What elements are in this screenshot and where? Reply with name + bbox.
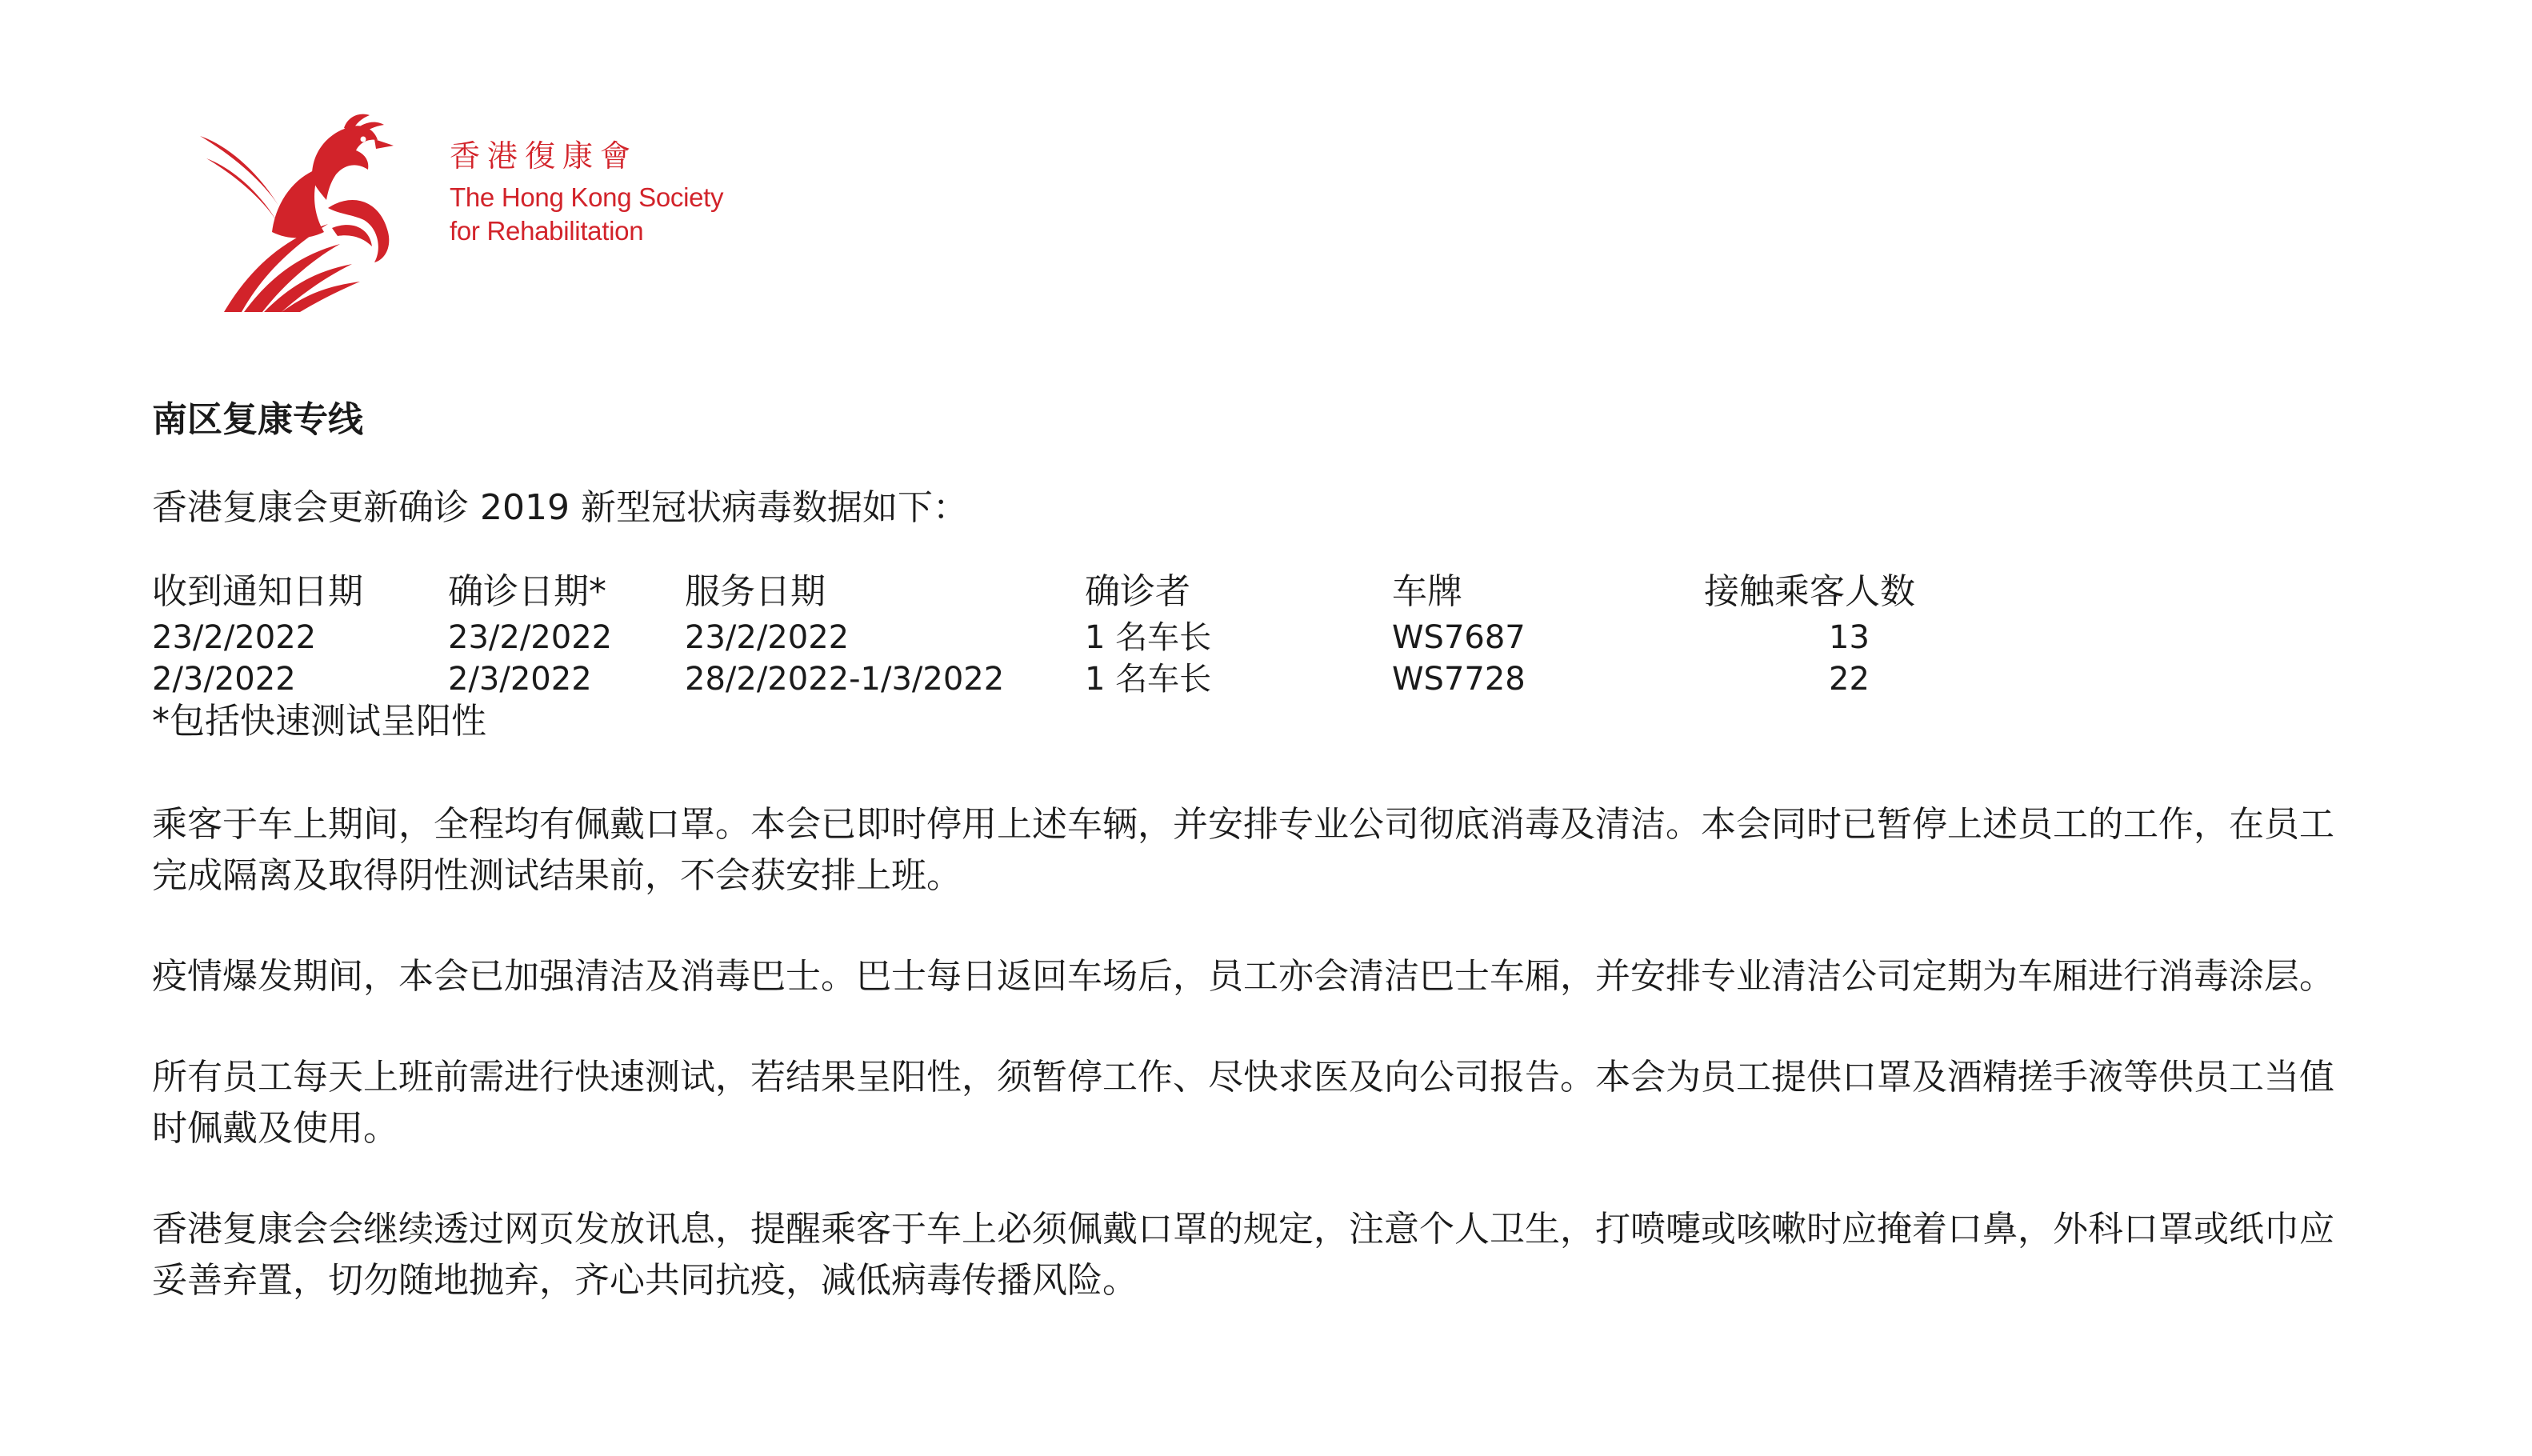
table-cell: 13 xyxy=(1829,619,1870,656)
column-header: 确诊者 xyxy=(1085,571,1190,612)
table-cell: 23/2/2022 xyxy=(448,619,613,656)
organization-name xyxy=(450,136,723,248)
paragraph: 所有员工每天上班前需进行快速测试，若结果呈阳性，须暂停工作、尽快求医及向公司报告。本会为员工提供口罩及酒精搓手液等供员工当值时佩戴及使用。 xyxy=(152,1057,2334,1149)
table-cell: 1 名车长 xyxy=(1085,661,1212,698)
table-cell: 1 名车长 xyxy=(1085,619,1212,656)
intro-text: 香港复康会更新确诊 2019 新型冠状病毒数据如下： xyxy=(152,487,968,528)
table-cell: WS7687 xyxy=(1392,619,1526,656)
paragraph: 疫情爆发期间，本会已加强清洁及消毒巴士。巴士每日返回车场后，员工亦会清洁巴士车厢，并安排专业清洁公司定期为车厢进行消毒涂层。 xyxy=(152,956,2334,997)
paragraph: 香港复康会会继续透过网页发放讯息，提醒乘客于车上必须佩戴口罩的规定，注意个人卫生，打喷嚏或咳嗽时应掩着口鼻，外科口罩或纸巾应妥善弃置，切勿随地抛弃，齐心共同抗疫，减低病毒传播风险。 xyxy=(152,1209,2334,1301)
org-name-english-line2: for Rehabilitation xyxy=(450,216,644,246)
table-cell: 22 xyxy=(1829,661,1870,698)
table-cell: 23/2/2022 xyxy=(685,619,850,656)
phoenix-logo-icon xyxy=(192,112,400,316)
table-cell: 2/3/2022 xyxy=(448,661,592,698)
column-header: 收到通知日期 xyxy=(152,571,363,612)
table-cell: 28/2/2022-1/3/2022 xyxy=(685,661,1005,698)
table-cell: 23/2/2022 xyxy=(152,619,317,656)
table-header-row xyxy=(152,567,1992,617)
table-footnote: *包括快速测试呈阳性 xyxy=(152,701,486,742)
column-header: 接触乘客人数 xyxy=(1704,571,1915,612)
column-header: 车牌 xyxy=(1392,571,1462,612)
table-row xyxy=(152,658,1992,700)
document-body xyxy=(152,396,2360,1306)
column-header: 服务日期 xyxy=(685,571,826,612)
table-row xyxy=(152,617,1992,658)
cases-table xyxy=(152,567,1992,700)
paragraph: 乘客于车上期间，全程均有佩戴口罩。本会已即时停用上述车辆，并安排专业公司彻底消毒及清洁。本会同时已暂停上述员工的工作，在员工完成隔离及取得阴性测试结果前，不会获安排上班。 xyxy=(152,804,2334,896)
org-name-chinese: 香港復康會 xyxy=(450,138,638,174)
document-title: 南区复康专线 xyxy=(152,399,363,440)
org-name-english-line1: The Hong Kong Society xyxy=(450,182,724,212)
table-cell: WS7728 xyxy=(1392,661,1526,698)
column-header: 确诊日期* xyxy=(448,571,606,612)
table-cell: 2/3/2022 xyxy=(152,661,296,698)
